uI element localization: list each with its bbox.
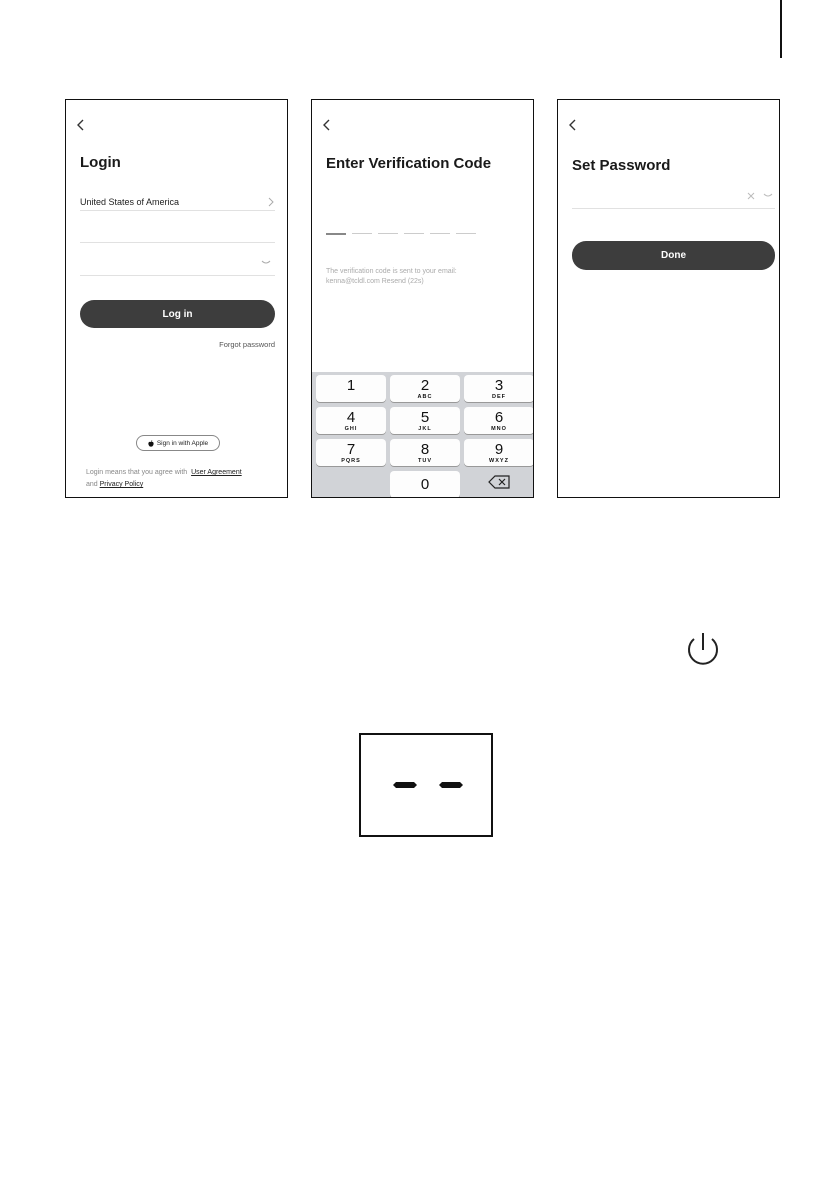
done-button[interactable]: Done xyxy=(572,241,775,270)
close-icon[interactable] xyxy=(747,192,755,200)
key-letters: WXYZ xyxy=(489,458,509,464)
key-4[interactable] xyxy=(316,407,386,434)
verification-screen xyxy=(311,99,534,498)
login-screen xyxy=(65,99,288,498)
key-letters: DEF xyxy=(492,394,506,400)
key-7[interactable] xyxy=(316,439,386,466)
key-number: 8 xyxy=(420,441,430,458)
agreement-text xyxy=(86,467,282,491)
key-number: 3 xyxy=(494,377,504,394)
page-edge-line xyxy=(780,0,782,58)
key-number: 6 xyxy=(494,409,504,426)
eye-closed-icon[interactable] xyxy=(261,260,271,266)
chevron-right-icon xyxy=(267,197,275,207)
privacy-policy-link[interactable]: Privacy Policy xyxy=(99,481,144,488)
display-dash-segment xyxy=(393,782,417,788)
key-number: 4 xyxy=(346,409,356,426)
key-number: 7 xyxy=(346,441,356,458)
key-2[interactable] xyxy=(390,375,460,402)
country-selector[interactable] xyxy=(80,192,275,212)
code-digit-slot[interactable] xyxy=(430,233,450,234)
key-3[interactable] xyxy=(464,375,534,402)
key-number: 1 xyxy=(346,377,356,394)
code-digit-slot[interactable] xyxy=(378,233,398,234)
key-number: 5 xyxy=(420,409,430,426)
segment-display xyxy=(359,733,493,837)
key-letters: JKL xyxy=(418,426,432,432)
password-field-icons xyxy=(747,192,773,200)
page-title: Enter Verification Code xyxy=(326,155,492,172)
code-digit-slot[interactable] xyxy=(352,233,372,234)
sign-in-with-apple-button[interactable] xyxy=(136,435,220,451)
account-field[interactable] xyxy=(80,242,275,243)
verification-hint xyxy=(326,267,526,287)
password-field[interactable] xyxy=(572,208,775,209)
numeric-keypad xyxy=(312,372,533,497)
forgot-password-link[interactable]: Forgot password xyxy=(219,340,275,349)
key-9[interactable] xyxy=(464,439,534,466)
key-number: 2 xyxy=(420,377,430,394)
apple-icon xyxy=(148,440,154,447)
key-letters: MNO xyxy=(491,426,507,432)
back-icon[interactable] xyxy=(566,117,580,133)
apple-button-label: Sign in with Apple xyxy=(156,439,209,447)
set-password-screen xyxy=(557,99,780,498)
key-letters: ABC xyxy=(417,394,433,400)
page-title: Login xyxy=(80,154,121,171)
key-letters: TUV xyxy=(418,458,432,464)
code-digit-slot[interactable] xyxy=(456,233,476,234)
agreement-and: and xyxy=(86,481,98,488)
user-agreement-link[interactable]: User Agreement xyxy=(191,469,242,476)
key-6[interactable] xyxy=(464,407,534,434)
hint-line-resend: kenna@tcldl.com Resend (22s) xyxy=(326,278,424,285)
divider xyxy=(80,210,275,211)
key-5[interactable] xyxy=(390,407,460,434)
key-number: 0 xyxy=(420,476,430,493)
key-number: 9 xyxy=(494,441,504,458)
key-0[interactable] xyxy=(390,471,460,498)
key-1[interactable] xyxy=(316,375,386,402)
power-icon xyxy=(683,630,723,670)
key-8[interactable] xyxy=(390,439,460,466)
code-digit-slot[interactable] xyxy=(404,233,424,234)
page-title: Set Password xyxy=(572,157,671,174)
back-icon[interactable] xyxy=(320,117,334,133)
login-button[interactable]: Log in xyxy=(80,300,275,328)
key-letters: GHI xyxy=(344,426,358,432)
backspace-icon[interactable] xyxy=(487,474,513,490)
eye-closed-icon[interactable] xyxy=(763,193,773,199)
password-field[interactable] xyxy=(80,275,275,276)
country-label: United States of America xyxy=(80,197,180,207)
agreement-prefix: Login means that you agree with xyxy=(86,469,188,476)
back-icon[interactable] xyxy=(74,117,88,133)
hint-line: The verification code is sent to your email: xyxy=(326,268,457,275)
code-digit-slot[interactable] xyxy=(326,233,346,235)
key-letters: PQRS xyxy=(341,458,361,464)
display-dash-segment xyxy=(439,782,463,788)
